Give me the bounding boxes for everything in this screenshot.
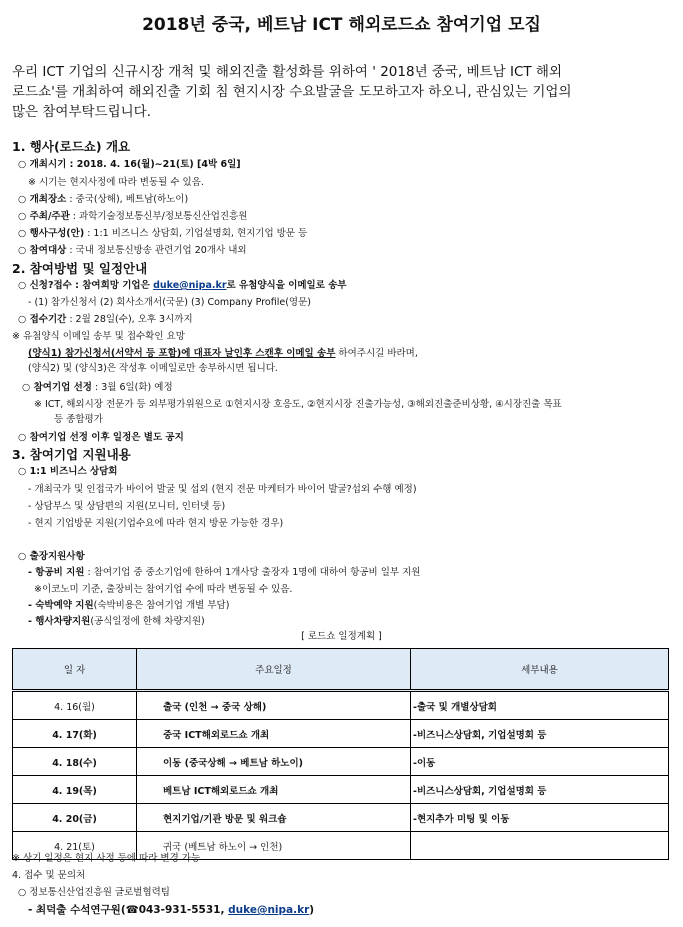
trip-support-label: ○ 출장지원사항 (18, 551, 85, 562)
row-date: 4. 19(목) (13, 776, 137, 804)
table-row (13, 804, 669, 832)
biz-item-1: - 개최국가 및 인접국가 바이어 발굴 및 섭외 (현지 전문 마케터가 바이어 발굴?섭외 수행 예정) (28, 484, 417, 495)
event-program-label: ○ 행사구성(안) (18, 228, 85, 239)
apply-note-2-underlined: (양식1) 참가신청서(서약서 등 포함)에 대표자 날인후 스캔후 이메일 송부 (28, 348, 336, 359)
apply-documents: - (1) 참가신청서 (2) 회사소개서(국문) (3) Company Profile(영문) (28, 297, 311, 308)
contact-suffix: ) (309, 904, 315, 916)
event-venue-value: : 중국(상해), 베트남(하노이) (66, 194, 189, 205)
row-detail: -비즈니스상담회, 기업설명회 등 (411, 720, 669, 748)
airfare-note: ※이코노미 기준, 출장비는 참여기업 수에 따라 변동될 수 있음. (34, 584, 293, 595)
contact-prefix: - 최덕출 수석연구원(☎043-931-5531, (28, 904, 229, 916)
apply-note-3: (양식2) 및 (양식3)은 작성후 이메일로만 송부하시면 됩니다. (28, 363, 278, 374)
selection-date-value: : 3월 6일(화) 예정 (91, 382, 173, 393)
apply-note-2 (28, 347, 418, 361)
airfare-support (28, 566, 420, 580)
event-host-value: : 과학기술정보통신부/정보통신산업진흥원 (69, 211, 248, 222)
row-main: 중국 ICT해외로드쇼 개최 (137, 720, 411, 748)
apply-method (18, 279, 347, 293)
row-main: 베트남 ICT해외로드쇼 개최 (137, 776, 411, 804)
biz-item-3: - 현지 기업방문 지원(기업수요에 따라 현지 방문 가능한 경우) (28, 518, 284, 529)
row-date: 4. 17(화) (13, 720, 137, 748)
event-host-label: ○ 주최/주관 (18, 211, 70, 222)
row-main: 출국 (인천 → 중국 상해) (137, 691, 411, 720)
apply-suffix: 로 유첨양식을 이메일로 송부 (226, 280, 347, 291)
vehicle-value: (공식일정에 한해 차량지원) (90, 616, 205, 627)
intro-line-3: 많은 참여부탁드립니다. (12, 104, 151, 120)
selection-date (22, 381, 173, 395)
apply-deadline-value: : 2월 28일(수), 오후 3시까지 (66, 314, 193, 325)
event-target-label: ○ 참여대상 (18, 245, 67, 256)
section-3-heading: 3. 참여기업 지원내용 (12, 447, 131, 462)
event-program (18, 227, 307, 241)
event-period (18, 158, 241, 172)
selection-note-2: 등 종합평가 (54, 414, 103, 425)
contact-org: ○ 정보통신산업진흥원 글로벌협력팀 (18, 887, 170, 898)
schedule-header-row (13, 649, 669, 691)
row-detail: -현지추가 미팅 및 이동 (411, 804, 669, 832)
section-2-heading: 2. 참여방법 및 일정안내 (12, 261, 148, 276)
apply-note-2-rest: 하여주시길 바라며, (335, 348, 418, 359)
event-target-value: : 국내 정보통신방송 관련기업 20개사 내외 (66, 245, 247, 256)
row-detail (411, 832, 669, 860)
row-date: 4. 16(월) (13, 691, 137, 720)
header-date: 일 자 (13, 649, 137, 691)
schedule-table (12, 648, 669, 860)
vehicle-support (28, 615, 205, 629)
event-program-value: : 1:1 비즈니스 상담회, 기업설명회, 현지기업 방문 등 (84, 228, 308, 239)
intro-line-1: 우리 ICT 기업의 신규시장 개척 및 해외진출 활성화를 위하여 ' 2018년 중국, 베트남 ICT 해외 (12, 64, 563, 80)
section-4-heading: 4. 접수 및 문의처 (12, 870, 86, 881)
row-detail: -출국 및 개별상담회 (411, 691, 669, 720)
section-1-heading: 1. 행사(로드쇼) 개요 (12, 139, 131, 154)
row-detail: -비즈니스상담회, 기업설명회 등 (411, 776, 669, 804)
event-period-value: 2018. 4. 16(월)~21(토) [4박 6일] (76, 159, 241, 170)
schedule-caption: [ 로드쇼 일정계획 ] (301, 631, 382, 642)
table-row (13, 748, 669, 776)
row-date: 4. 20(금) (13, 804, 137, 832)
row-date: 4. 18(수) (13, 748, 137, 776)
table-row (13, 776, 669, 804)
event-venue (18, 193, 188, 207)
event-period-label: ○ 개최시기 : (18, 159, 77, 170)
event-period-note: ※ 시기는 현지사정에 따라 변동될 수 있음. (28, 177, 204, 188)
hotel-value: (숙박비용은 참여기업 개별 부담) (93, 600, 230, 611)
page-title: 2018년 중국, 베트남 ICT 해외로드쇼 참여기업 모집 (142, 15, 541, 35)
selection-note-1: ※ ICT, 해외시장 전문가 등 외부평가위원으로 ①현지시장 호응도, ②현지시장 진출가능성, ③해외진출준비상황, ④시장진출 목표 (34, 399, 562, 410)
contact-person (28, 903, 314, 917)
contact-email-link[interactable]: duke@nipa.kr (228, 904, 310, 916)
airfare-label: - 항공비 지원 (28, 567, 85, 578)
apply-deadline-label: ○ 접수기간 (18, 314, 67, 325)
intro-line-2: 로드쇼'를 개최하여 해외진출 기회 침 현지시장 수요발굴을 도모하고자 하오니, 관심있는 기업의 (12, 84, 572, 100)
table-row (13, 720, 669, 748)
row-main: 귀국 (베트남 하노이 → 인천) (137, 832, 411, 860)
header-detail: 세부내용 (411, 649, 669, 691)
row-main: 현지기업/기관 방문 및 워크숍 (137, 804, 411, 832)
table-row (13, 691, 669, 720)
apply-note-1: ※ 유첨양식 이메일 송부 및 접수확인 요망 (12, 331, 185, 342)
header-main: 주요일정 (137, 649, 411, 691)
schedule-note: ※ 상기 일정은 현지 사정 등에 따라 변경 가능 (12, 853, 201, 864)
event-venue-label: ○ 개최장소 (18, 194, 67, 205)
row-main: 이동 (중국상해 → 베트남 하노이) (137, 748, 411, 776)
event-host (18, 210, 247, 224)
biz-item-2: - 상담부스 및 상담편의 지원(모니터, 인터넷 등) (28, 501, 226, 512)
apply-prefix: ○ 신청?접수 : 참여희망 기업은 (18, 280, 154, 291)
after-selection: ○ 참여기업 선정 이후 일정은 별도 공지 (18, 432, 184, 443)
row-date: 4. 21(토) (13, 832, 137, 860)
event-target (18, 244, 247, 258)
airfare-value: : 참여기업 중 중소기업에 한하여 1개사당 출장자 1명에 대하여 항공비 일부 지원 (84, 567, 421, 578)
hotel-label: - 숙박예약 지원 (28, 600, 94, 611)
vehicle-label: - 행사차량지원 (28, 616, 91, 627)
row-detail: -이동 (411, 748, 669, 776)
hotel-support (28, 599, 229, 613)
apply-deadline (18, 313, 193, 327)
apply-email-link[interactable]: duke@nipa.kr (153, 280, 227, 291)
biz-meeting-label: ○ 1:1 비즈니스 상담회 (18, 466, 118, 477)
selection-date-label: ○ 참여기업 선정 (22, 382, 92, 393)
